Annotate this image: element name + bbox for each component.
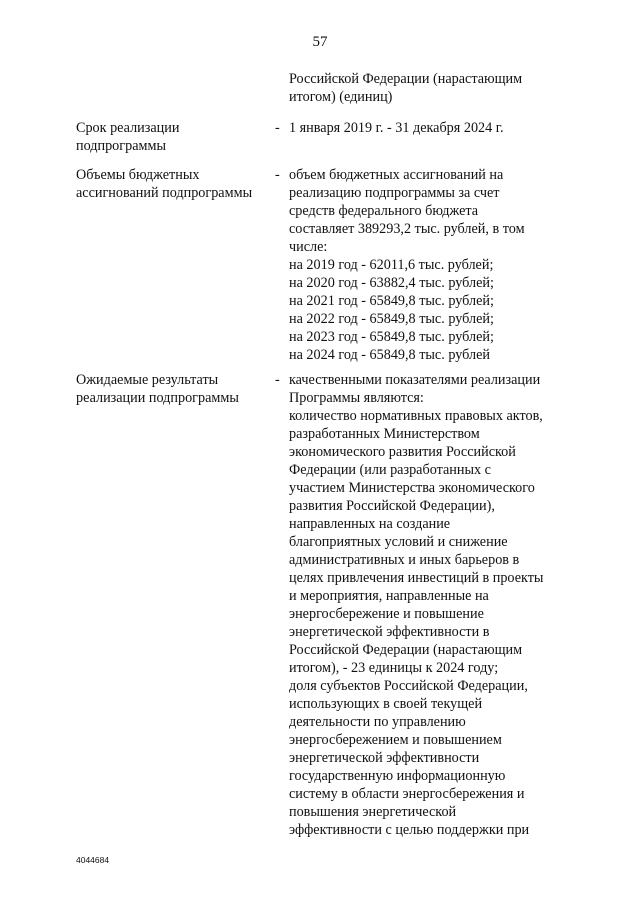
value-line: качественными показателями реализации: [289, 372, 541, 388]
value-line: энергетической эффективности в: [289, 624, 490, 640]
label-line: реализации подпрограммы: [76, 390, 239, 406]
value-line: Российской Федерации (нарастающим: [289, 642, 523, 658]
value-line: количество нормативных правовых актов,: [289, 408, 543, 424]
value-line: направленных на создание: [289, 516, 451, 532]
value-line: административных и иных барьеров в: [289, 552, 520, 568]
value-line: составляет 389293,2 тыс. рублей, в том: [289, 221, 525, 237]
value-line: на 2023 год - 65849,8 тыс. рублей;: [289, 329, 494, 345]
label-line: Срок реализации: [76, 120, 180, 136]
value-line: средств федерального бюджета: [289, 203, 479, 219]
row-label: [76, 166, 261, 202]
value-line: разработанных Министерством: [289, 426, 480, 442]
label-line: ассигнований подпрограммы: [76, 185, 253, 201]
value-line: Федерации (или разработанных с: [289, 462, 491, 478]
value-line: на 2020 год - 63882,4 тыс. рублей;: [289, 275, 494, 291]
value-line: Программы являются:: [289, 390, 424, 406]
row-value: [289, 166, 569, 364]
document-code: 4044684: [76, 855, 110, 865]
continuation-text: [289, 70, 569, 106]
value-line: на 2024 год - 65849,8 тыс. рублей: [289, 347, 490, 363]
value-line: объем бюджетных ассигнований на: [289, 167, 504, 183]
label-line: Ожидаемые результаты: [76, 372, 219, 388]
value-line: повышения энергетической: [289, 804, 457, 820]
value-line: числе:: [289, 239, 328, 255]
value-line: энергетической эффективности: [289, 750, 480, 766]
value-line: на 2021 год - 65849,8 тыс. рублей;: [289, 293, 494, 309]
value-line: реализацию подпрограммы за счет: [289, 185, 500, 201]
row-value: [289, 119, 569, 137]
row-value: [289, 371, 569, 839]
value-line: энергосбережением и повышением: [289, 732, 502, 748]
text-line: Российской Федерации (нарастающим: [289, 71, 523, 87]
page-number: 57: [312, 34, 328, 50]
value-line: на 2019 год - 62011,6 тыс. рублей;: [289, 257, 494, 273]
label-line: Объемы бюджетных: [76, 167, 200, 183]
value-line: государственную информационную: [289, 768, 506, 784]
value-line: на 2022 год - 65849,8 тыс. рублей;: [289, 311, 494, 327]
value-line: итогом), - 23 единицы к 2024 году;: [289, 660, 499, 676]
value-line: целях привлечения инвестиций в проекты: [289, 570, 544, 586]
value-line: благоприятных условий и снижение: [289, 534, 508, 550]
label-line: подпрограммы: [76, 138, 166, 154]
value-line: экономического развития Российской: [289, 444, 516, 460]
value-line: доля субъектов Российской Федерации,: [289, 678, 528, 694]
row-label: [76, 119, 261, 155]
text-line: итогом) (единиц): [289, 89, 393, 105]
value-line: систему в области энергосбережения и: [289, 786, 525, 802]
row-dash: -: [275, 120, 280, 136]
value-line: эффективности с целью поддержки при: [289, 822, 530, 838]
row-dash: -: [275, 167, 280, 183]
value-line: энергосбережение и повышение: [289, 606, 484, 622]
row-label: [76, 371, 261, 407]
row-dash: -: [275, 372, 280, 388]
value-line: деятельности по управлению: [289, 714, 466, 730]
value-line: развития Российской Федерации),: [289, 498, 495, 514]
value-line: использующих в своей текущей: [289, 696, 483, 712]
value-line: участием Министерства экономического: [289, 480, 535, 496]
value-line: и мероприятия, направленные на: [289, 588, 489, 604]
value-line: 1 января 2019 г. - 31 декабря 2024 г.: [289, 120, 504, 136]
